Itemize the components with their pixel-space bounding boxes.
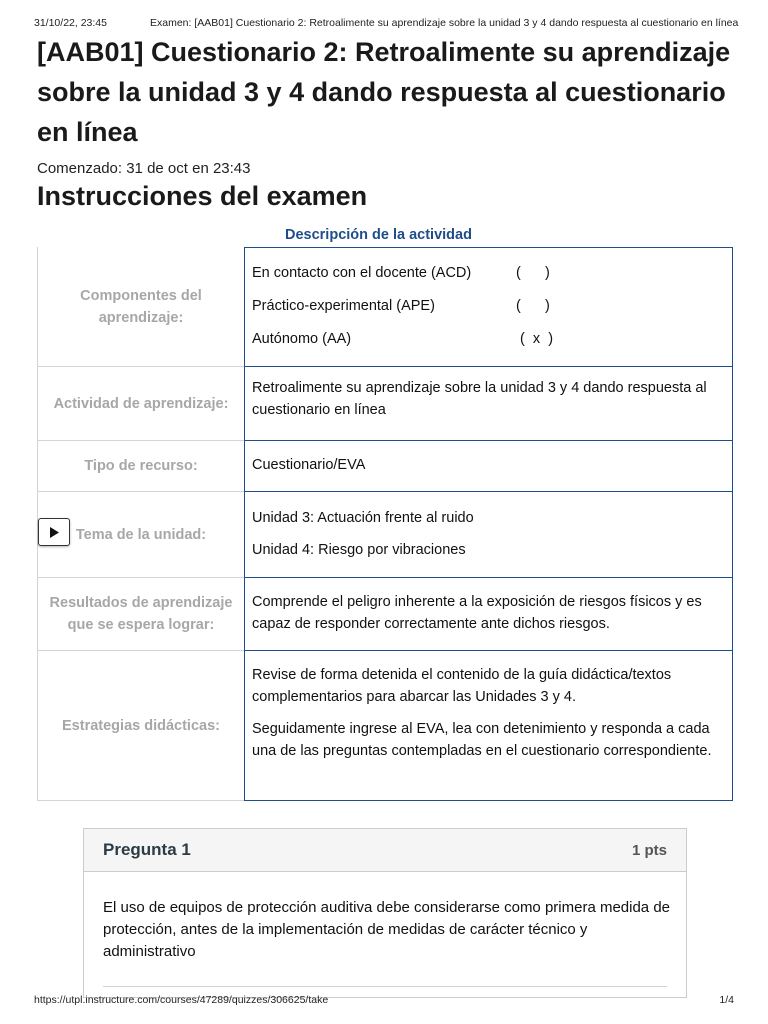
component-mark: ( ): [516, 298, 550, 314]
print-footer: [0, 990, 768, 1020]
media-play-button[interactable]: [38, 518, 70, 546]
row-text: Comprende el peligro inherente a la exposición de riesgos físicos y es capaz de responder correctamente ante dichos riesgos.: [252, 594, 702, 632]
component-name: En contacto con el docente (ACD): [252, 265, 472, 281]
row-label: Tema de la unidad:: [37, 491, 244, 577]
component-mark: ( x ): [516, 331, 554, 347]
row-label: Componentes del aprendizaje:: [37, 247, 244, 366]
question-text: El uso de equipos de protección auditiva debe considerarse como primera medida de protección, antes de la implementación de medidas de carácter técnico y administrativo: [103, 899, 671, 960]
row-value: [244, 366, 733, 440]
component-name: Autónomo (AA): [252, 331, 352, 347]
activity-description-table: [37, 247, 733, 801]
table-row-strategies: [37, 650, 733, 801]
row-value: [244, 577, 733, 650]
table-row-resource: [37, 440, 733, 491]
table-row-results: [37, 577, 733, 650]
row-line: Unidad 3: Actuación frente al ruido: [252, 510, 474, 526]
row-label: Tipo de recurso:: [37, 440, 244, 491]
question-points: 1 pts: [631, 842, 667, 859]
print-date: 31/10/22, 23:45: [34, 17, 107, 29]
row-value: [244, 440, 733, 491]
row-value: [244, 247, 733, 366]
table-row-unit-topic: [37, 491, 733, 577]
row-text: Cuestionario/EVA: [252, 457, 366, 473]
row-paragraph: Seguidamente ingrese al EVA, lea con detenimiento y responda a cada una de las preguntas contempladas en el cuestionario correspondiente.: [252, 721, 712, 759]
question-title: Pregunta 1: [103, 840, 191, 859]
row-value: [244, 491, 733, 577]
component-item: [252, 323, 725, 356]
row-label: Estrategias didácticas:: [37, 650, 244, 801]
instructions-heading: Instrucciones del examen: [37, 181, 368, 211]
divider: [103, 986, 667, 987]
row-line: Unidad 4: Riesgo por vibraciones: [252, 542, 466, 558]
print-url: https://utpl.instructure.com/courses/47289/quizzes/306625/take: [34, 994, 329, 1006]
component-item: [252, 257, 725, 290]
table-row-components: [37, 247, 733, 366]
question-card: [83, 828, 687, 998]
row-label: Resultados de aprendizaje que se espera lograr:: [37, 577, 244, 650]
row-text: Retroalimente su aprendizaje sobre la unidad 3 y 4 dando respuesta al cuestionario en línea: [252, 380, 707, 418]
question-header: [84, 829, 686, 872]
table-caption: Descripción de la actividad: [285, 227, 472, 243]
quiz-title: [AAB01] Cuestionario 2: Retroalimente su aprendizaje sobre la unidad 3 y 4 dando respuesta al cuestionario en línea: [37, 37, 731, 147]
row-label: Actividad de aprendizaje:: [37, 366, 244, 440]
play-icon: [49, 527, 59, 538]
print-page-number: 1/4: [719, 994, 734, 1006]
row-value: [244, 650, 733, 801]
component-mark: ( ): [516, 265, 550, 281]
table-row-activity: [37, 366, 733, 440]
print-title: Examen: [AAB01] Cuestionario 2: Retroalimente su aprendizaje sobre la unidad 3 y 4 dando respuesta al cuestionario en línea: [150, 17, 739, 29]
component-item: [252, 290, 725, 323]
row-paragraph: Revise de forma detenida el contenido de la guía didáctica/textos complementarios para abarcar las Unidades 3 y 4.: [252, 667, 672, 705]
component-name: Práctico-experimental (APE): [252, 298, 435, 314]
started-timestamp: Comenzado: 31 de oct en 23:43: [37, 160, 251, 177]
